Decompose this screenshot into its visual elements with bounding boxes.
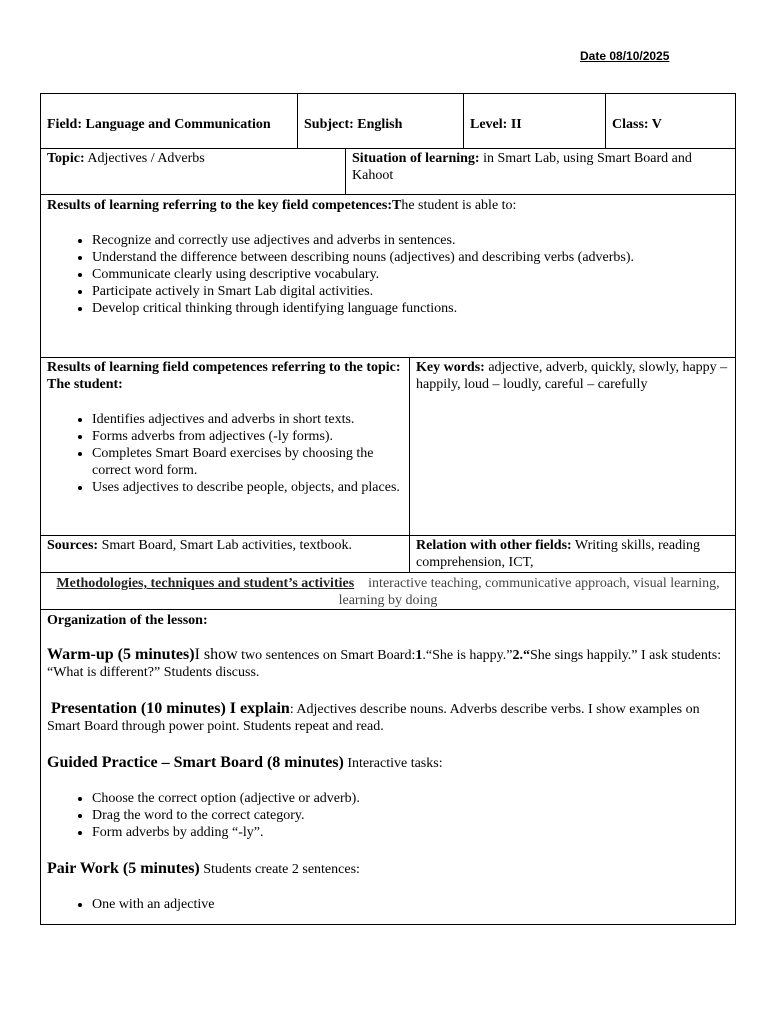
methodologies-value: interactive teaching, communicative approach, visual learning, learning by doing	[338, 576, 724, 608]
methodologies-cell	[41, 573, 735, 609]
sources-label: Sources:	[47, 538, 99, 553]
keywords-value: adjective, adverb, quickly, slowly, happy – happily, loud – loudly, careful – carefully	[416, 360, 728, 392]
situation-value: in Smart Lab, using Smart Board and Kahoot	[352, 151, 692, 183]
list-item: • Form adverbs by adding “-ly”.	[92, 824, 729, 841]
organization-cell	[41, 610, 735, 924]
lesson-plan-table	[40, 93, 736, 925]
organization-heading: Organization of the lesson:	[47, 613, 208, 628]
methodologies-row	[40, 573, 736, 610]
header-row	[40, 93, 736, 149]
presentation-title: Presentation (10 minutes) I explain	[47, 700, 290, 717]
sources-cell	[41, 536, 409, 572]
key-results-cell	[41, 195, 735, 357]
relation-label: Relation with other fields:	[416, 538, 572, 553]
topic-results-row	[40, 358, 736, 536]
key-results-list	[47, 232, 729, 317]
list-item: • Recognize and correctly use adjectives and adverbs in sentences.	[92, 232, 729, 249]
topic-results-heading: Results of learning field competences referring to the topic: The student:	[47, 360, 401, 392]
topic-row	[40, 149, 736, 195]
key-results-row	[40, 195, 736, 358]
list-item: • Communicate clearly using descriptive vocabulary.	[92, 266, 729, 283]
presentation-section: Presentation (10 minutes) I explain: Adjectives describe nouns. Adverbs describe verbs. I show examples on Smart Board through power point. Students repeat and read.	[47, 700, 700, 734]
list-item: • Uses adjectives to describe people, objects, and places.	[92, 479, 403, 496]
topic-results-list	[47, 411, 403, 496]
organization-row	[40, 610, 736, 925]
situation-cell	[345, 149, 735, 194]
list-item: • Choose the correct option (adjective or adverb).	[92, 790, 729, 807]
methodologies-label: Methodologies, techniques and student’s activities	[56, 576, 355, 591]
topic-value: Adjectives / Adverbs	[84, 151, 205, 166]
topic-cell	[41, 149, 345, 194]
sources-row	[40, 536, 736, 573]
field-cell: Field: Language and Communication	[47, 117, 271, 132]
relation-cell	[409, 536, 735, 572]
class-cell: Class: V	[605, 94, 735, 148]
guided-title: Guided Practice – Smart Board (8 minutes)	[47, 754, 344, 771]
keywords-label: Key words:	[416, 360, 485, 375]
topic-label: Topic:	[47, 151, 85, 166]
list-item: • Forms adverbs from adjectives (-ly forms).	[92, 428, 403, 445]
keywords-cell	[409, 358, 735, 535]
key-results-heading: Results of learning referring to the key field competences:The student is able to:	[47, 198, 517, 213]
list-item: • Drag the word to the correct category.	[92, 807, 729, 824]
warmup-title: Warm-up (5 minutes)	[47, 646, 195, 663]
subject-cell: Subject: English	[297, 94, 463, 148]
document-date: Date 08/10/2025	[580, 49, 670, 63]
list-item: • Develop critical thinking through identifying language functions.	[92, 300, 729, 317]
pair-title: Pair Work (5 minutes)	[47, 860, 200, 877]
warmup-section: Warm-up (5 minutes)I show two sentences on Smart Board:1.“She is happy.”2.“She sings happily.” I ask students: “What is different?” Students discuss.	[47, 646, 722, 680]
list-item: • Participate actively in Smart Lab digital activities.	[92, 283, 729, 300]
list-item: • Completes Smart Board exercises by choosing the correct word form.	[92, 445, 403, 479]
list-item: • One with an adjective	[92, 896, 729, 913]
guided-section: Guided Practice – Smart Board (8 minutes) Interactive tasks:	[47, 754, 443, 771]
pair-list	[47, 896, 729, 913]
level-cell: Level: II	[463, 94, 605, 148]
list-item: • Identifies adjectives and adverbs in short texts.	[92, 411, 403, 428]
list-item: • Understand the difference between describing nouns (adjectives) and describing verbs (adverbs).	[92, 249, 729, 266]
pair-section: Pair Work (5 minutes) Students create 2 sentences:	[47, 860, 360, 877]
sources-value: Smart Board, Smart Lab activities, textbook.	[98, 538, 352, 553]
situation-label: Situation of learning:	[352, 151, 480, 166]
topic-results-cell	[41, 358, 409, 535]
relation-value: Writing skills, reading comprehension, ICT,	[416, 538, 700, 570]
guided-list	[47, 790, 729, 841]
